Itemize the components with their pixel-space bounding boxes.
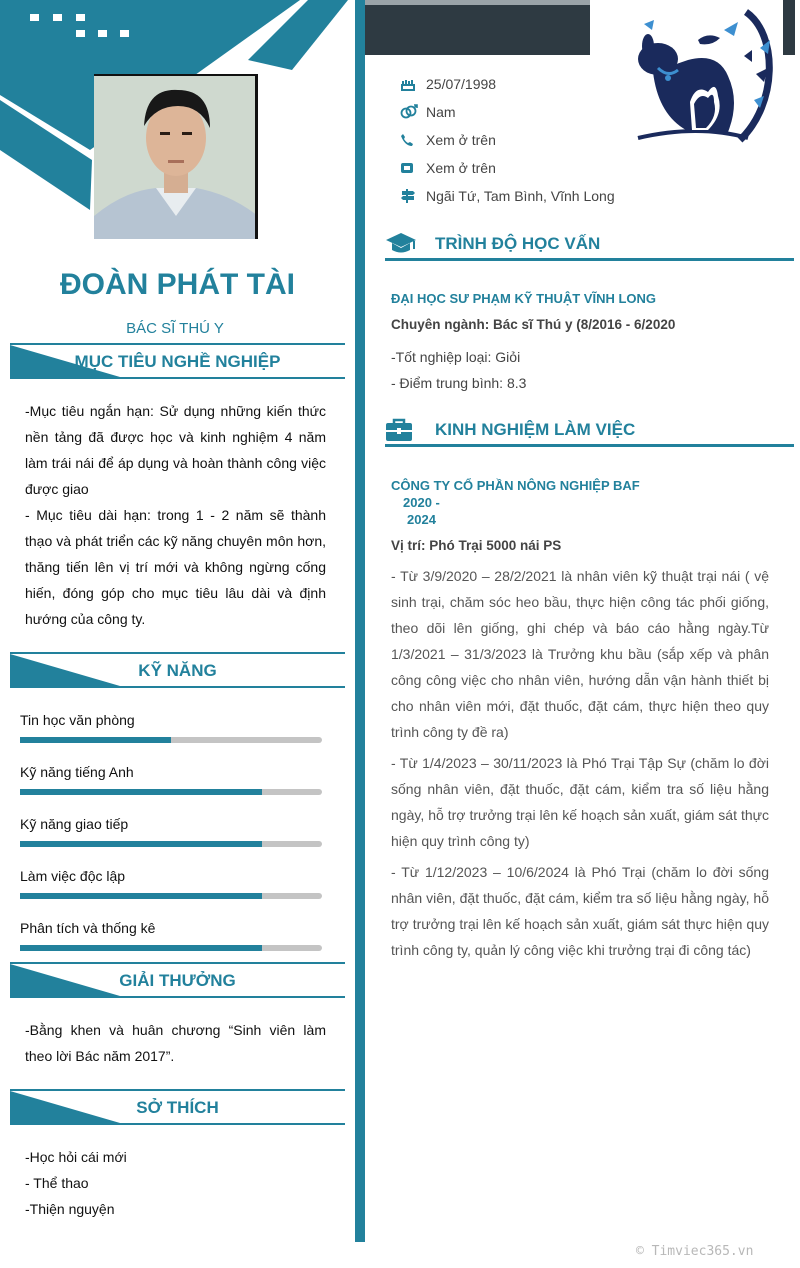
education-section-header bbox=[385, 231, 794, 261]
gender-text: Nam bbox=[426, 104, 456, 120]
info-gender bbox=[400, 98, 456, 126]
cake-icon bbox=[400, 77, 426, 91]
email-text: Xem ở trên bbox=[426, 160, 496, 176]
briefcase-icon bbox=[385, 417, 413, 448]
hobbies-section-header bbox=[10, 1089, 345, 1125]
phone-icon bbox=[400, 133, 426, 147]
skill-bar bbox=[20, 893, 322, 899]
skill-bar-fill bbox=[20, 893, 262, 899]
skill-bar-fill bbox=[20, 737, 171, 743]
objective-section-header bbox=[10, 343, 345, 379]
hobby-item: -Thiện nguyện bbox=[25, 1201, 115, 1217]
info-email bbox=[400, 154, 496, 182]
skill-bar bbox=[20, 945, 322, 951]
signpost-icon bbox=[400, 188, 426, 204]
experience-section-header bbox=[385, 417, 794, 447]
avatar-portrait-icon bbox=[94, 76, 258, 239]
skill-item bbox=[20, 764, 322, 795]
hobby-item: -Học hỏi cái mới bbox=[25, 1149, 127, 1165]
info-address bbox=[400, 182, 615, 210]
awards-title: GIẢI THƯỞNG bbox=[119, 971, 236, 990]
experience-period-start: 2020 - bbox=[403, 495, 440, 510]
objective-title: MỤC TIÊU NGHỀ NGHIỆP bbox=[74, 352, 281, 371]
objective-long-term: - Mục tiêu dài hạn: trong 1 - 2 năm sẽ thành thạo và phát triển các kỹ năng chuyên môn hơn, thăng tiến lên vị trí mới và không ngừng cống hiến, đóng góp cho mục tiêu lâu dài và định hướng của công ty. bbox=[25, 507, 326, 627]
info-birthday bbox=[400, 70, 496, 98]
graduation-cap-icon bbox=[385, 231, 417, 262]
experience-block bbox=[391, 478, 769, 963]
hobbies-title: SỞ THÍCH bbox=[136, 1098, 219, 1117]
info-phone bbox=[400, 126, 496, 154]
education-major: Chuyên ngành: Bác sĩ Thú y (8/2016 - 6/2020 bbox=[391, 317, 676, 332]
experience-position: Vị trí: Phó Trại 5000 nái PS bbox=[391, 538, 562, 553]
skill-bar-fill bbox=[20, 789, 262, 795]
header-dark-bar-edge bbox=[365, 0, 590, 5]
skill-bar-fill bbox=[20, 945, 262, 951]
skill-label: Làm việc độc lập bbox=[20, 868, 126, 884]
header-right-strip bbox=[783, 0, 795, 55]
skill-label: Phân tích và thống kê bbox=[20, 920, 156, 936]
skills-section-header bbox=[10, 652, 345, 688]
awards-section-header bbox=[10, 962, 345, 998]
watermark: © Timviec365.vn bbox=[636, 1244, 754, 1259]
skill-bar bbox=[20, 841, 322, 847]
experience-period-end: 2024 bbox=[407, 512, 436, 527]
skill-item bbox=[20, 712, 322, 743]
gender-icon bbox=[400, 104, 426, 120]
header-dark-bar bbox=[365, 0, 590, 55]
objective-text bbox=[25, 398, 326, 632]
column-divider bbox=[355, 0, 365, 1242]
experience-paragraph: - Từ 3/9/2020 – 28/2/2021 là nhân viên kỹ thuật trại nái ( vệ sinh trại, chăm sóc heo bầu, thực hiện công tác phối giống, theo dõi lên giống, ghi chép và báo cáo hằng ngày.Từ 1/3/2021 – 31/3/2023 là Trưởng khu bầu (sắp xếp và phân công công việc cho nhân viên, hướng dẫn vận hành thiết bị cho nhân viên mới, đặt thuốc, đặt cám, thực hiện theo quy trình công ty đề ra) bbox=[391, 568, 769, 740]
skill-item bbox=[20, 868, 322, 899]
education-title: TRÌNH ĐỘ HỌC VẤN bbox=[435, 234, 601, 253]
birthday-text: 25/07/1998 bbox=[426, 76, 497, 92]
company-name: CÔNG TY CỔ PHẦN NÔNG NGHIỆP BAF bbox=[391, 478, 640, 493]
job-title: BÁC SĨ THÚ Y bbox=[126, 320, 224, 337]
awards-text: -Bằng khen và huân chương “Sinh viên làm theo lời Bác năm 2017”. bbox=[25, 1022, 326, 1064]
email-icon bbox=[400, 161, 426, 175]
experience-paragraph: - Từ 1/12/2023 – 10/6/2024 là Phó Trại (chăm lo đời sống nhân viên, đặt thuốc, đặt cám, kiểm tra số liệu hằng ngày, hỗ trợ trưởng trại lên kế hoạch sản xuất, giám sát thực hiện quy trình công ty, quản lý công việc khi trưởng trại đi công tác) bbox=[391, 864, 769, 958]
school-name: ĐẠI HỌC SƯ PHẠM KỸ THUẬT VĨNH LONG bbox=[391, 291, 657, 306]
skill-bar bbox=[20, 737, 322, 743]
skill-item bbox=[20, 920, 322, 951]
education-gpa: - Điểm trung bình: 8.3 bbox=[391, 375, 527, 391]
skill-label: Kỹ năng tiếng Anh bbox=[20, 764, 134, 780]
skill-label: Kỹ năng giao tiếp bbox=[20, 816, 129, 832]
phone-text: Xem ở trên bbox=[426, 132, 496, 148]
hobby-item: - Thể thao bbox=[25, 1175, 89, 1191]
avatar bbox=[94, 74, 258, 239]
skill-bar-fill bbox=[20, 841, 262, 847]
education-block bbox=[391, 291, 769, 396]
skills-title: KỸ NĂNG bbox=[138, 661, 217, 680]
pet-logo-icon bbox=[628, 4, 780, 146]
education-details bbox=[391, 344, 769, 396]
education-grade: -Tốt nghiệp loại: Giỏi bbox=[391, 349, 521, 365]
candidate-name: ĐOÀN PHÁT TÀI bbox=[60, 268, 295, 301]
skill-bar bbox=[20, 789, 322, 795]
experience-paragraph: - Từ 1/4/2023 – 30/11/2023 là Phó Trại Tập Sự (chăm lo đời sống nhân viên, đặt thuốc, đặt cám, kiểm tra số liệu hằng ngày, hỗ trợ trưởng trại lên kế hoạch sản xuất, giám sát thực hiện quy trình công ty) bbox=[391, 755, 769, 849]
objective-short-term: -Mục tiêu ngắn hạn: Sử dụng những kiến thức nền tảng đã được học và kinh nghiệm 4 năm làm trái nái để áp dụng và hoàn thành công việc được giao bbox=[25, 403, 326, 497]
address-text: Ngãi Tứ, Tam Bình, Vĩnh Long bbox=[426, 188, 615, 204]
skill-label: Tin học văn phòng bbox=[20, 712, 135, 728]
hobbies-list bbox=[25, 1144, 127, 1222]
skill-item bbox=[20, 816, 322, 847]
experience-title: KINH NGHIỆM LÀM VIỆC bbox=[435, 420, 636, 439]
